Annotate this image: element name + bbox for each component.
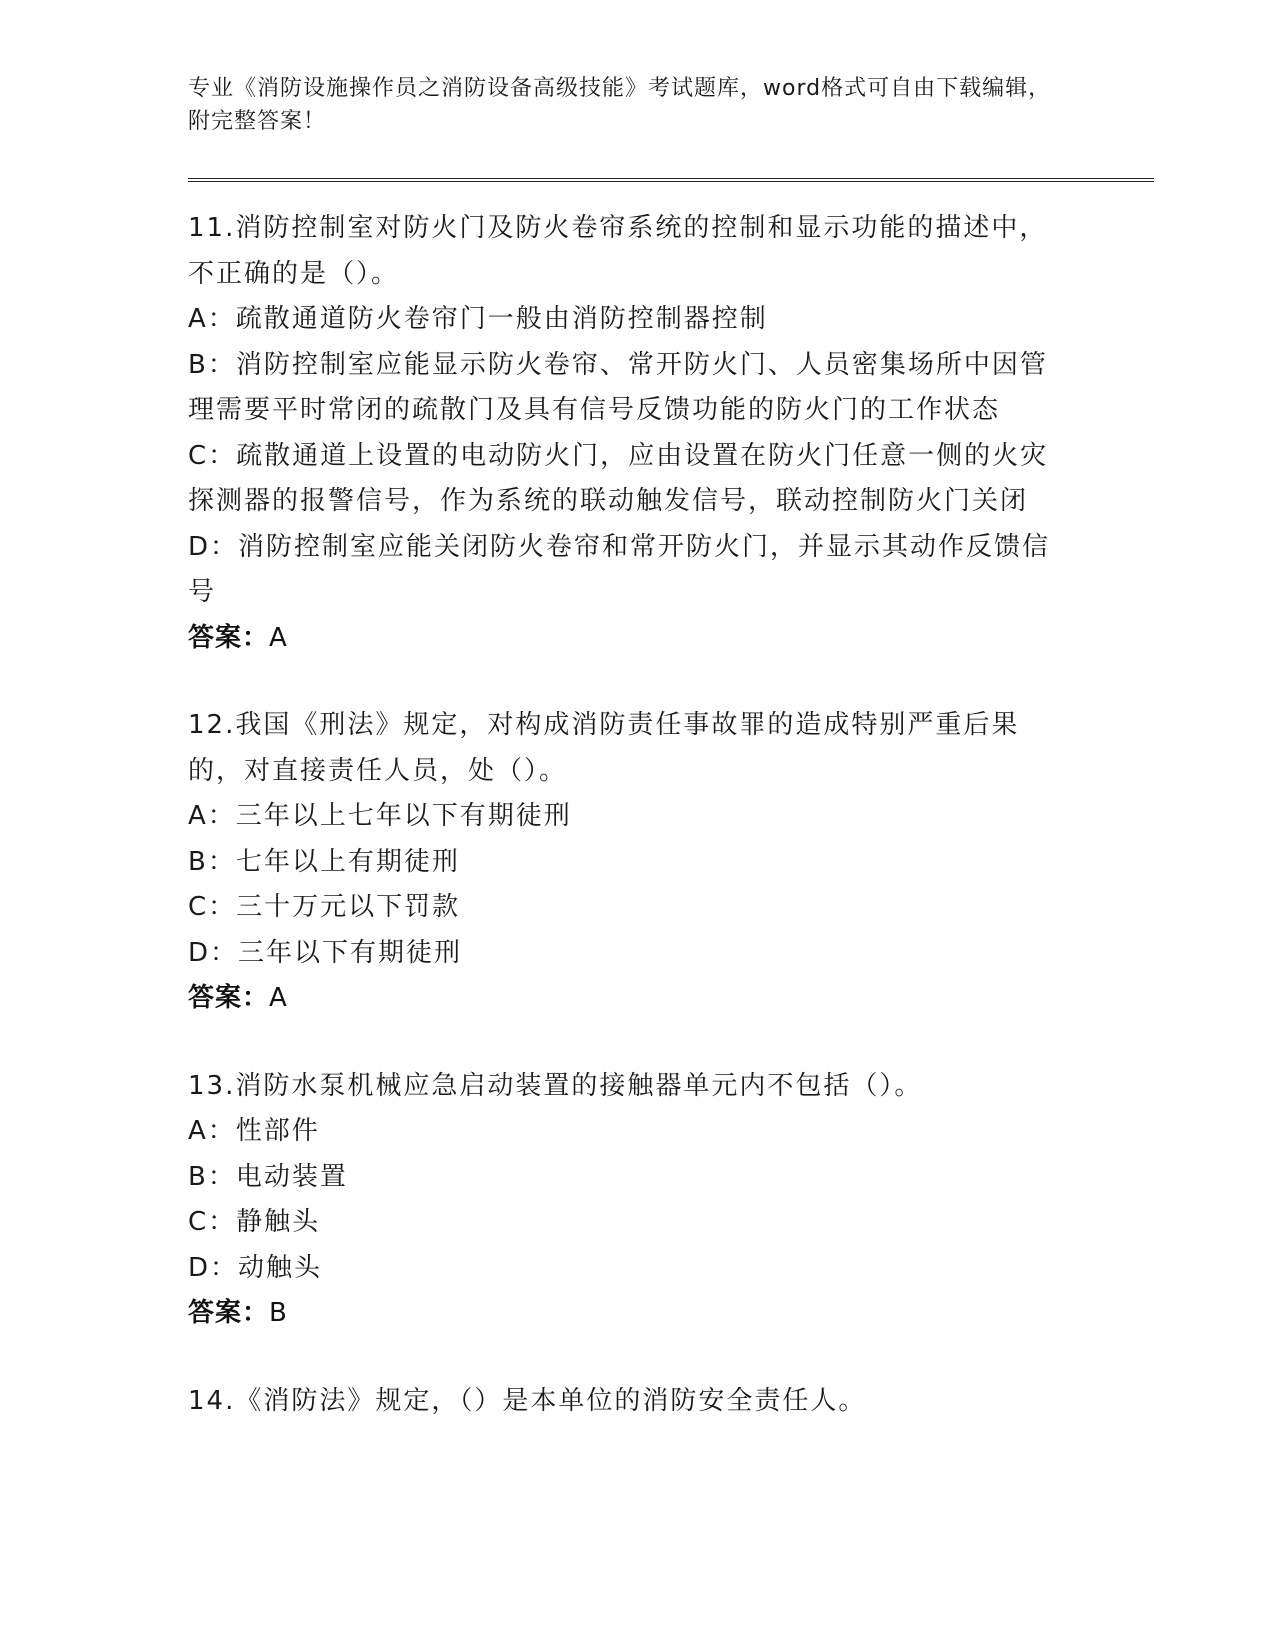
answer-label: 答案： [188, 622, 270, 653]
question-stem: 11.消防控制室对防火门及防火卷帘系统的控制和显示功能的描述中，不正确的是（）。 [188, 213, 1048, 289]
option-b: B：七年以上有期徒刑 [188, 846, 460, 877]
answer-line [188, 976, 1068, 1022]
option-a: A：性部件 [188, 1116, 320, 1146]
question-list [188, 206, 1068, 1466]
document-header: 专业《消防设施操作员之消防设备高级技能》考试题库，word格式可自由下载编辑，附完整答案！ [188, 76, 1052, 134]
option-c: C：三十万元以下罚款 [188, 892, 461, 922]
answer-value: A [269, 622, 288, 653]
answer-line [188, 1291, 1068, 1337]
question-12 [188, 703, 1068, 1022]
option-b: B：电动装置 [188, 1161, 348, 1192]
answer-line [188, 616, 1068, 662]
answer-label: 答案： [188, 983, 270, 1013]
header-divider [188, 178, 1154, 182]
option-b: B：消防控制室应能显示防火卷帘、常开防火门、人员密集场所中因管理需要平时常闭的疏散门及具有信号反馈功能的防火门的工作状态 [188, 349, 1048, 425]
option-a: A：三年以上七年以下有期徒刑 [188, 801, 572, 831]
answer-value: B [269, 1298, 288, 1328]
question-11 [188, 206, 1068, 661]
option-d: D：三年以下有期徒刑 [188, 937, 463, 968]
option-d: D：动触头 [188, 1252, 323, 1283]
question-13 [188, 1064, 1068, 1337]
option-c: C：静触头 [188, 1207, 321, 1237]
answer-label: 答案： [188, 1298, 270, 1328]
question-stem: 13.消防水泵机械应急启动装置的接触器单元内不包括（）。 [188, 1070, 923, 1101]
question-stem: 12.我国《刑法》规定，对构成消防责任事故罪的造成特别严重后果的，对直接责任人员，处（）。 [188, 710, 1020, 786]
option-d: D：消防控制室应能关闭防火卷帘和常开防火门，并显示其动作反馈信号 [188, 531, 1051, 607]
question-stem: 14.《消防法》规定，（）是本单位的消防安全责任人。 [188, 1385, 867, 1416]
question-14 [188, 1379, 1068, 1425]
option-a: A：疏散通道防火卷帘门一般由消防控制器控制 [188, 304, 768, 334]
option-c: C：疏散通道上设置的电动防火门，应由设置在防火门任意一侧的火灾探测器的报警信号，作为系统的联动触发信号，联动控制防火门关闭 [188, 440, 1049, 516]
answer-value: A [269, 983, 288, 1013]
